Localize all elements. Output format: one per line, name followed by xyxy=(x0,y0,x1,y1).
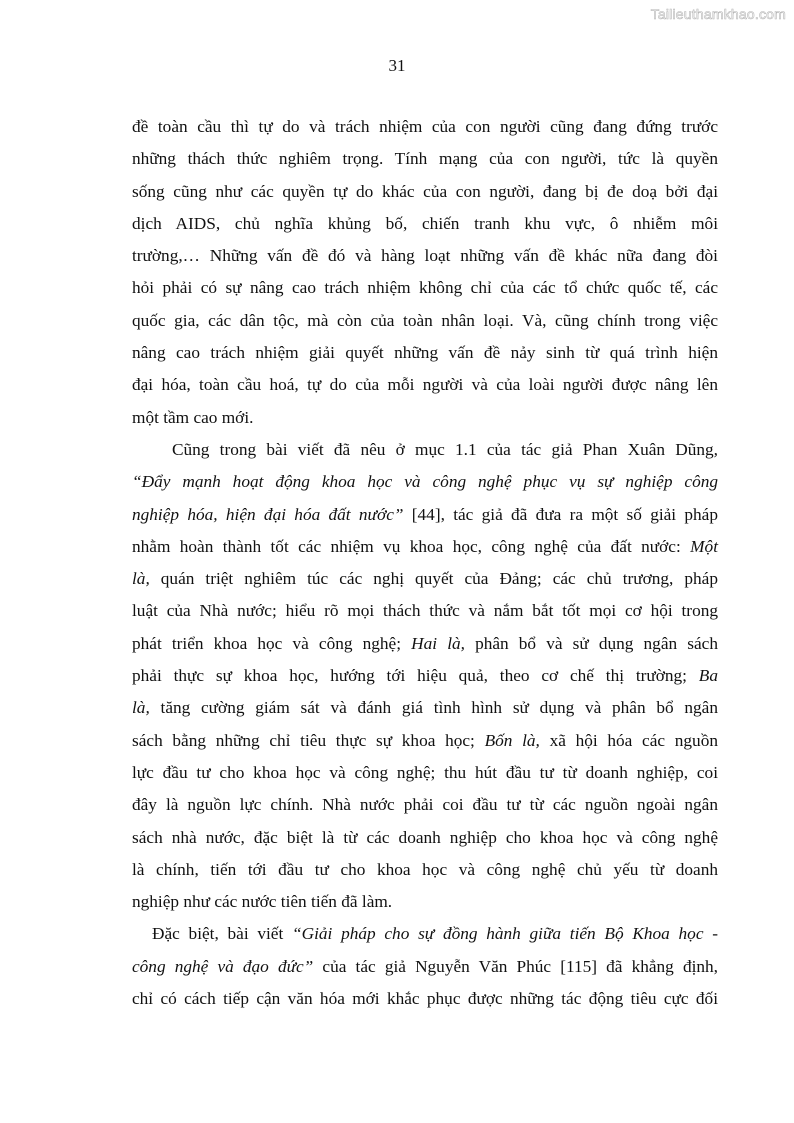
text-segment: là chính, tiến tới đầu tư cho khoa học và công nghệ chủ yếu từ doanh xyxy=(132,859,718,879)
paragraph xyxy=(132,434,718,918)
text-line xyxy=(132,854,718,886)
text-line xyxy=(132,822,718,854)
text-segment: lực đầu tư cho khoa học và công nghệ; thu hút đầu tư từ doanh nghiệp, coi xyxy=(132,762,718,782)
text-segment: [44], tác giả đã đưa ra một số giải pháp xyxy=(403,504,718,524)
text-segment: nhằm hoàn thành tốt các nhiệm vụ khoa học, công nghệ của đất nước: xyxy=(132,536,691,556)
text-segment: phân bổ và sử dụng ngân sách xyxy=(464,633,718,653)
paragraph xyxy=(132,918,718,1015)
text-line xyxy=(132,983,718,1015)
text-segment: Cũng trong bài viết đã nêu ở mục 1.1 của tác giả Phan Xuân Dũng xyxy=(172,439,714,459)
italic-text: Hai là, xyxy=(411,633,465,653)
text-line xyxy=(132,337,718,369)
text-line xyxy=(132,660,718,692)
text-line xyxy=(132,628,718,660)
italic-text: Một xyxy=(690,536,718,556)
text-segment: Đặc biệt, bài viết xyxy=(152,924,293,944)
text-segment: sách bằng những chỉ tiêu thực sự khoa học; xyxy=(132,730,485,750)
text-line xyxy=(132,595,718,627)
text-segment: nâng cao trách nhiệm giải quyết những vấn đề nảy sinh từ quá trình hiện xyxy=(132,343,718,363)
text-segment: quốc gia, các dân tộc, mà còn của toàn nhân loại. Và, cũng chính trong việc xyxy=(132,310,718,330)
text-line xyxy=(132,692,718,724)
text-segment: phải thực sự khoa học, hướng tới hiệu quả, theo cơ chế thị trường; xyxy=(132,666,699,686)
italic-text: Ba xyxy=(698,666,718,686)
text-segment: một tầm cao mới. xyxy=(132,407,254,427)
italic-text: “Giải pháp cho sự đồng hành giữa tiến Bộ Khoa học - xyxy=(292,924,718,944)
text-segment: sống cũng như các quyền tự do khác của con người, đang bị đe doạ bởi đại xyxy=(132,181,718,201)
text-line xyxy=(132,757,718,789)
text-line xyxy=(132,143,718,175)
italic-text: , xyxy=(713,439,718,459)
text-line xyxy=(132,208,718,240)
text-segment: trường,… Những vấn đề đó và hàng loạt những vấn đề khác nữa đang đòi xyxy=(132,246,718,266)
text-segment: hỏi phải có sự nâng cao trách nhiệm không chỉ của các tổ chức quốc tế, các xyxy=(132,278,718,298)
text-line xyxy=(132,176,718,208)
text-segment: nghiệp như các nước tiên tiến đã làm. xyxy=(132,892,393,912)
italic-text: “Đẩy mạnh hoạt động khoa học và công nghệ phục vụ sự nghiệp công xyxy=(132,472,718,492)
text-line xyxy=(132,466,718,498)
italic-text: là, xyxy=(132,569,150,589)
text-segment: chỉ có cách tiếp cận văn hóa mới khắc phục được những tác động tiêu cực đối xyxy=(132,989,718,1009)
text-segment: sách nhà nước, đặc biệt là từ các doanh nghiệp cho khoa học và công nghệ xyxy=(132,827,718,847)
text-line xyxy=(132,369,718,401)
text-line xyxy=(132,918,718,950)
page-number: 31 xyxy=(388,56,406,75)
text-segment: phát triển khoa học và công nghệ; xyxy=(132,633,412,653)
paragraph xyxy=(132,111,718,434)
italic-text: Bốn là, xyxy=(484,730,540,750)
text-line xyxy=(132,240,718,272)
text-segment: đề toàn cầu thì tự do và trách nhiệm của con người cũng đang đứng trước xyxy=(132,117,718,136)
text-segment: dịch AIDS, chủ nghĩa khủng bố, chiến tranh khu vực, ô nhiễm môi xyxy=(132,213,718,233)
text-line xyxy=(132,499,718,531)
text-line xyxy=(132,305,718,337)
text-line xyxy=(132,272,718,304)
text-line xyxy=(132,111,718,143)
text-line xyxy=(132,886,718,918)
text-segment: tăng cường giám sát và đánh giá tình hình sử dụng và phân bổ ngân xyxy=(149,698,718,718)
text-line xyxy=(132,789,718,821)
text-line xyxy=(132,434,718,466)
text-segment: luật của Nhà nước; hiểu rõ mọi thách thức và nắm bắt tốt mọi cơ hội trong xyxy=(132,601,718,621)
watermark-text: Tailieuthamkhao.com xyxy=(650,6,786,22)
text-segment: đây là nguồn lực chính. Nhà nước phải coi đầu tư từ các nguồn ngoài ngân xyxy=(132,795,718,815)
italic-text: nghiệp hóa, hiện đại hóa đất nước” xyxy=(132,504,404,524)
text-segment: đại hóa, toàn cầu hoá, tự do của mỗi người và của loài người được nâng lên xyxy=(132,375,718,395)
italic-text: công nghệ và đạo đức” xyxy=(132,956,314,976)
text-segment: quán triệt nghiêm túc các nghị quyết của Đảng; các chủ trương, pháp xyxy=(149,569,718,589)
body-text xyxy=(132,111,718,1015)
text-line xyxy=(132,725,718,757)
text-line xyxy=(132,951,718,983)
text-line xyxy=(132,531,718,563)
text-segment: những thách thức nghiêm trọng. Tính mạng của con người, tức là quyền xyxy=(132,149,718,169)
italic-text: là, xyxy=(132,698,150,718)
text-segment: xã hội hóa các nguồn xyxy=(539,730,718,750)
text-line xyxy=(132,563,718,595)
text-segment: của tác giả Nguyễn Văn Phúc [115] đã khẳng định, xyxy=(313,956,718,976)
text-line xyxy=(132,402,718,434)
